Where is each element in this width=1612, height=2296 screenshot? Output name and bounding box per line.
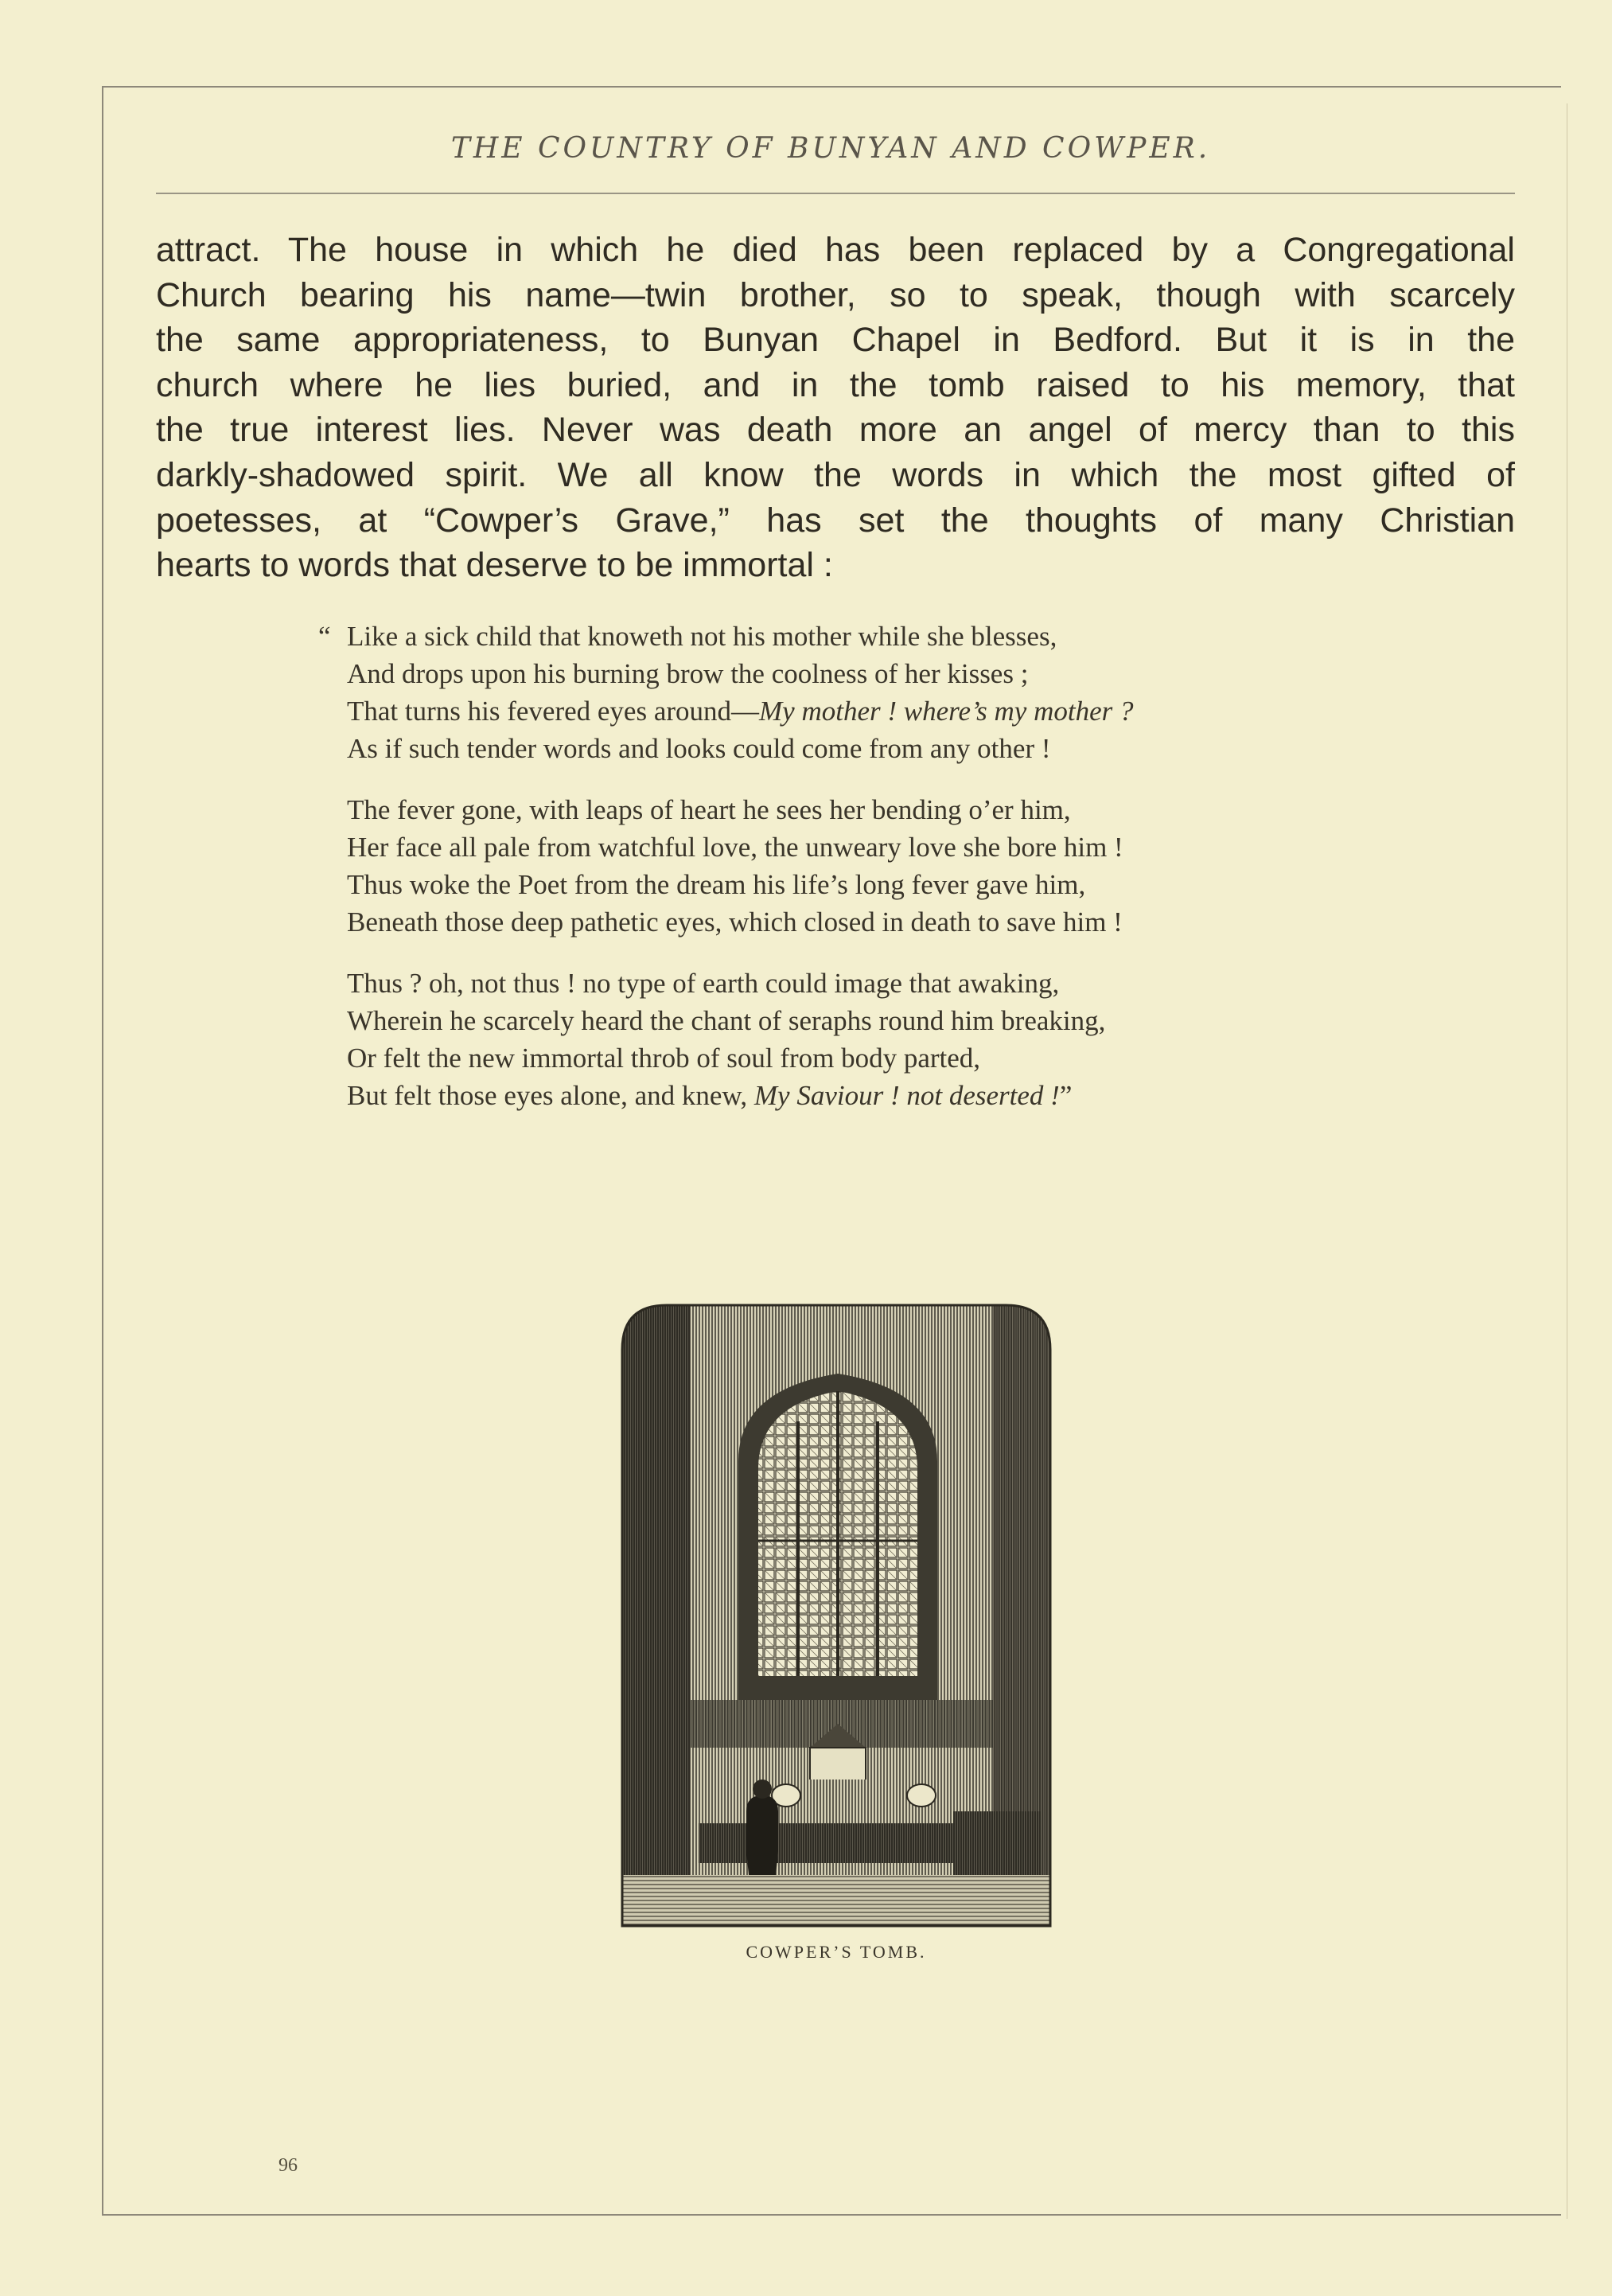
verse-line: And drops upon his burning brow the coolness of her kisses ; [347, 658, 1029, 689]
verse-line: Like a sick child that knoweth not his mother while she blesses, [347, 621, 1057, 652]
head-rule [156, 193, 1515, 194]
prose-line: Church bearing his name—twin brother, so to speak, though with scarcely [156, 275, 1515, 314]
verse-line: Thus ? oh, not thus ! no type of earth could image that awaking, [347, 968, 1060, 999]
close-quote: ” [1059, 1080, 1073, 1111]
verse-text: That turns his fevered eyes around— [347, 696, 760, 727]
verse-line: Her face all pale from watchful love, the unweary love she bore him ! [347, 832, 1123, 863]
page-number: 96 [278, 2155, 298, 2176]
prose-line: the same appropriateness, to Bunyan Chapel in Bedford. But it is in the [156, 321, 1515, 360]
verse-line: The fever gone, with leaps of heart he sees her bending o’er him, [347, 794, 1071, 825]
verse-line: Thus woke the Poet from the dream his life’s long fever gave him, [347, 869, 1086, 900]
prose-line: church where he lies buried, and in the tomb raised to his memory, that [156, 365, 1515, 404]
verse-line: As if such tender words and looks could come from any other ! [347, 733, 1051, 764]
prose-line: poetesses, at “Cowper’s Grave,” has set the thoughts of many Christian [156, 501, 1515, 540]
verse-italic: My mother ! where’s my mother ? [759, 696, 1134, 727]
verse-line [347, 1077, 1341, 1114]
tomb-engraving [619, 1302, 1053, 1929]
poem-quotation [318, 618, 1341, 1138]
prose-line: attract. The house in which he died has been replaced by a Congregational [156, 231, 1515, 269]
verse-line: Wherein he scarcely heard the chant of seraphs round him breaking, [347, 1005, 1106, 1036]
stanza-2 [347, 791, 1341, 941]
verse-line [347, 692, 1341, 730]
open-quote: “ [318, 621, 331, 652]
figure-caption: COWPER’S TOMB. [746, 1942, 927, 1962]
stanza-1 [318, 618, 1341, 767]
running-head: THE COUNTRY OF BUNYAN AND COWPER. [450, 132, 1211, 165]
verse-line: Beneath those deep pathetic eyes, which closed in death to save him ! [347, 906, 1123, 938]
prose-line: hearts to words that deserve to be immortal : [156, 546, 833, 585]
prose-line: the true interest lies. Never was death more an angel of mercy than to this [156, 411, 1515, 450]
prose-line: darkly-shadowed spirit. We all know the words in which the most gifted of [156, 455, 1515, 494]
stanza-3 [347, 965, 1341, 1114]
verse-text: But felt those eyes alone, and knew, [347, 1080, 754, 1111]
verse-line: Or felt the new immortal throb of soul from body parted, [347, 1043, 981, 1074]
body-paragraph [156, 228, 1515, 588]
verse-italic: My Saviour ! not deserted ! [753, 1080, 1060, 1111]
